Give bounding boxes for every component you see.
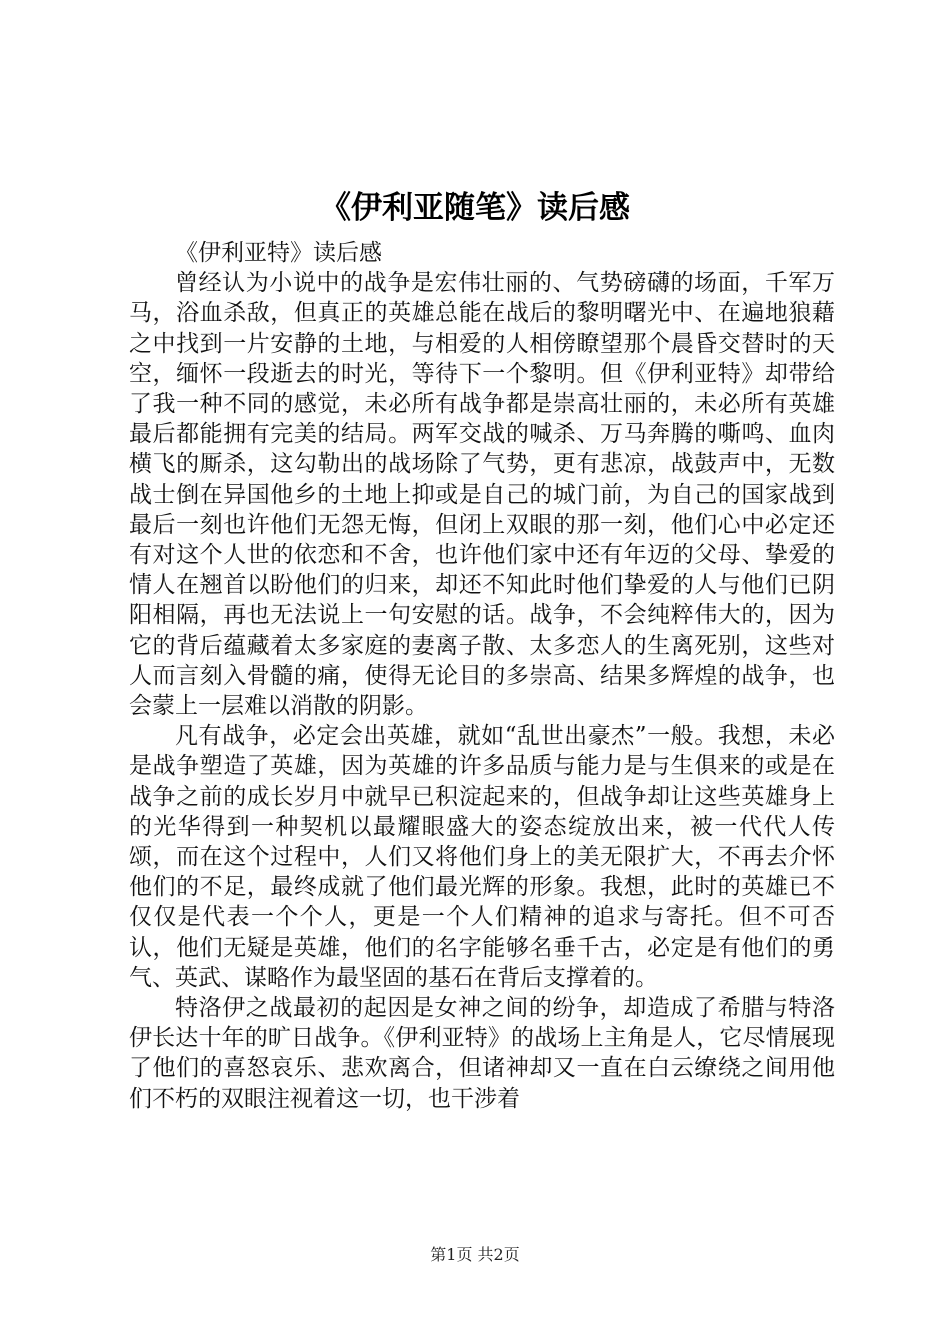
document-title: 《伊利亚随笔》读后感 xyxy=(320,190,630,226)
body-paragraph: 特洛伊之战最初的起因是女神之间的纷争，却造成了希腊与特洛伊长达十年的旷日战争。《伊利亚特》的战场上主角是人，它尽情展现了他们的喜怒哀乐、悲欢离合，但诸神却又一直在白云缭绕之间用他们不朽的双眼注视着这一切，也干涉着 xyxy=(129,995,835,1112)
document-body xyxy=(129,238,835,1114)
page-number-footer: 第1页 共2页 xyxy=(430,1245,520,1264)
body-paragraph: 曾经认为小说中的战争是宏伟壮丽的、气势磅礴的场面，千军万马，浴血杀敌，但真正的英雄总能在战后的黎明曙光中、在遍地狼藉之中找到一片安静的土地，与相爱的人相傍瞭望那个晨昏交替时的天空，缅怀一段逝去的时光，等待下一个黎明。但《伊利亚特》却带给了我一种不同的感觉，未必所有战争都是崇高壮丽的，未必所有英雄最后都能拥有完美的结局。两军交战的喊杀、万马奔腾的嘶鸣、血肉横飞的厮杀，这勾勒出的战场除了气势，更有悲凉，战鼓声中，无数战士倒在异国他乡的土地上抑或是自己的城门前，为自己的国家战到最后一刻也许他们无怨无悔，但闭上双眼的那一刻，他们心中必定还有对这个人世的依恋和不舍，也许他们家中还有年迈的父母、挚爱的情人在翘首以盼他们的归来，却还不知此时他们挚爱的人与他们已阴阳相隔，再也无法说上一句安慰的话。战争，不会纯粹伟大的，因为它的背后蕴藏着太多家庭的妻离子散、太多恋人的生离死别，这些对人而言刻入骨髓的痛，使得无论目的多崇高、结果多辉煌的战争，也会蒙上一层难以消散的阴影。 xyxy=(129,270,835,720)
body-paragraph: 凡有战争，必定会出英雄，就如“乱世出豪杰”一般。我想，未必是战争塑造了英雄，因为英雄的许多品质与能力是与生俱来的或是在战争之前的成长岁月中就早已积淀起来的，但战争却让这些英雄身上的光华得到一种契机以最耀眼盛大的姿态绽放出来，被一代代人传颂，而在这个过程中，人们又将他们身上的美无限扩大，不再去介怀他们的不足，最终成就了他们最光辉的形象。我想，此时的英雄已不仅仅是代表一个个人，更是一个人们精神的追求与寄托。但不可否认，他们无疑是英雄，他们的名字能够名垂千古，必定是有他们的勇气、英武、谋略作为最坚固的基石在背后支撑着的。 xyxy=(129,723,835,991)
subtitle-paragraph: 《伊利亚特》读后感 xyxy=(175,240,382,266)
